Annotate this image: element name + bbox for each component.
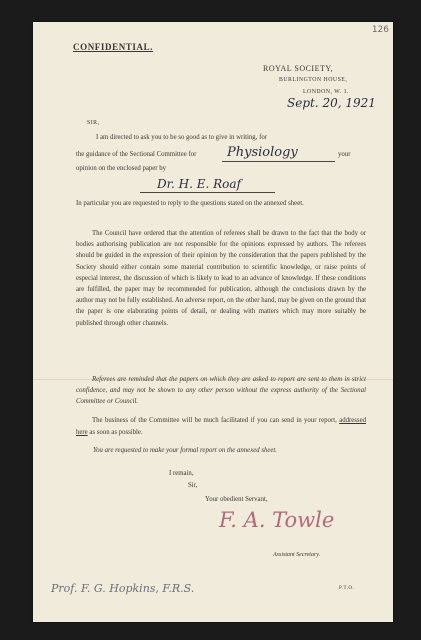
signature: F. A. Towle <box>219 508 335 532</box>
salutation: SIR, <box>87 120 100 126</box>
letter-date: Sept. 20, 1921 <box>287 96 376 110</box>
formal-report-line: You are requested to make your formal report on the annexed sheet. <box>93 447 277 454</box>
letterhead-address-2: LONDON, W. 1. <box>303 89 349 95</box>
committee-rule <box>222 161 335 162</box>
closing-remain: I remain, <box>169 470 194 477</box>
intro-line-2 <box>76 149 196 161</box>
particular-text: In particular you are requested to reply to the questions stated on the annexed sheet. <box>76 200 304 207</box>
intro-your: your <box>338 151 351 158</box>
signature-title: Assistant Secretary. <box>273 552 321 558</box>
confidential-heading: CONFIDENTIAL. <box>73 42 154 52</box>
intro-line-3: opinion on the enclosed paper by <box>76 165 167 172</box>
committee-name: Physiology <box>227 145 298 160</box>
letterhead-org: ROYAL SOCIETY, <box>263 64 334 73</box>
business-paragraph <box>76 415 366 438</box>
paper-author: Dr. H. E. Roaf <box>157 177 242 191</box>
pto-marker: P.T.O. <box>339 586 355 591</box>
council-paragraph <box>76 228 366 329</box>
business-text: The business of the Committee will be much facilitated if you can send in your report, addressed here as soon as possible. <box>76 417 366 436</box>
intro-line-1: I am directed to ask you to be so good as to give in writing, for <box>96 134 268 141</box>
guidance-text: the guidance of the Sectional Committee for <box>76 151 197 158</box>
closing-sir: Sir, <box>188 482 198 489</box>
addressed-here-text: addressed here <box>76 417 366 436</box>
closing-servant: Your obedient Servant, <box>205 496 268 503</box>
particular-paragraph <box>76 198 366 210</box>
letterhead-address-1: BURLINGTON HOUSE, <box>279 77 348 83</box>
catalog-number: 126 <box>371 25 389 35</box>
referees-note-paragraph <box>76 374 366 408</box>
referees-note-text: Referees are reminded that the papers on which they are asked to report are sent to them in strict confidence, and may not be shown to any other person without the express authority of the Sectional Committee or Council. <box>76 376 366 406</box>
addressee: Prof. F. G. Hopkins, F.R.S. <box>51 582 195 595</box>
author-rule <box>140 192 275 193</box>
council-text: The Council have ordered that the attention of referees shall be drawn to the fact that the body or bodies authorising publication are not responsible for the opinions expressed by authors. The referees should be guided in the expression of their opinion by the consideration that the papers published by the Society should either contain some material contribution to scientific knowledge, or raise points of especial interest, the discussion of which is likely to lead to an advance of knowledge. If these conditions are fulfilled, the paper may be recommended for publication, although the conclusions drawn by the author may not be fully established. An adverse report, on the other hand, may be given on the ground that the paper is one elaborating points of detail, or dealing with matters which may more suitably be published through other channels. <box>76 230 366 327</box>
letter-sheet <box>33 22 393 622</box>
